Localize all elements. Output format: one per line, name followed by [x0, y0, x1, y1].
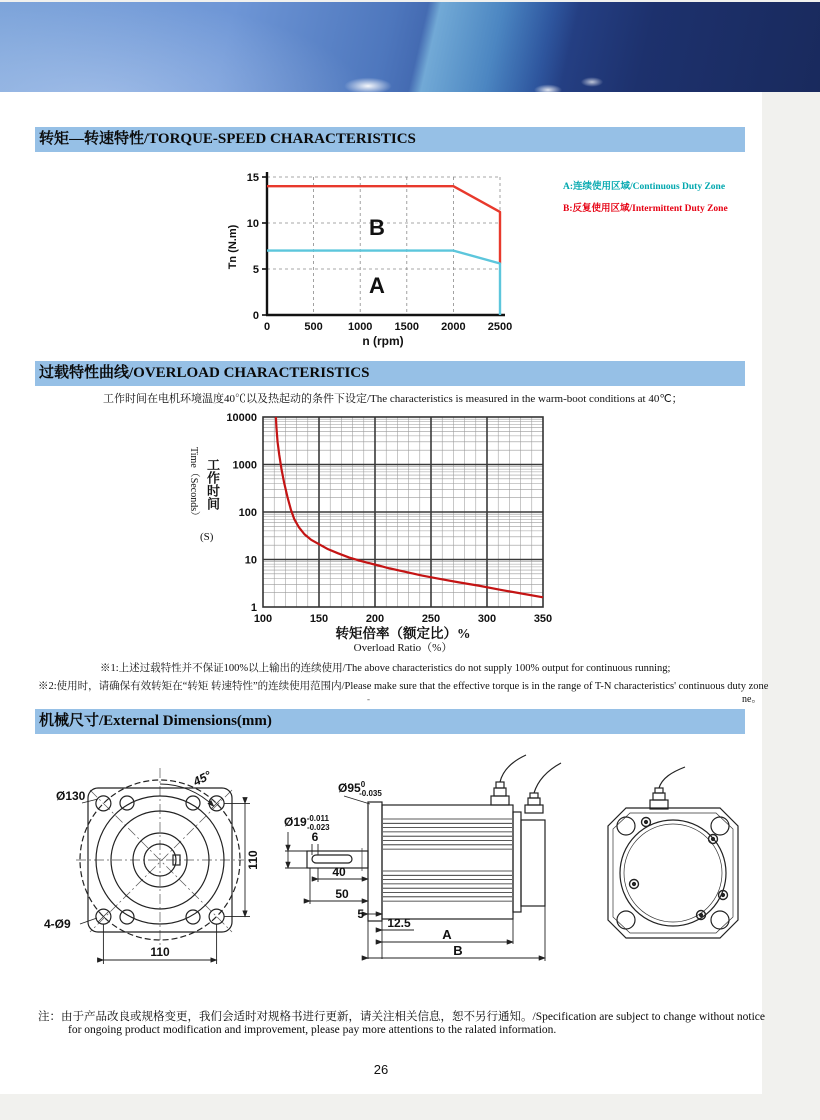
- cable-wire-1: [500, 755, 526, 782]
- rear-hole-tl: [617, 817, 635, 835]
- rear-hole-bl: [617, 911, 635, 929]
- rear-housing: [608, 808, 738, 938]
- overload-subtitle: 工作时间在电机环境温度40℃以及热起动的条件下设定/The characteristics is measured in the warm-boot conditions at 40℃；: [103, 393, 683, 405]
- overload-xlabel-en: Overload Ratio（%）: [353, 642, 453, 654]
- ts-ylabel: Tn (N.m): [227, 224, 239, 270]
- rear-circle-inner: [624, 824, 722, 922]
- overload-xlabel-cn: 转矩倍率（额定比）%: [335, 626, 471, 641]
- total-len-label: B: [453, 943, 463, 958]
- y-tick-label: 15: [246, 172, 259, 184]
- x-tick-label: 250: [421, 613, 441, 625]
- x-tick-label: 150: [309, 613, 329, 625]
- dimension-drawing-side-view: [282, 752, 567, 990]
- x-tick-label: 300: [477, 613, 497, 625]
- x-tick-label: 100: [253, 613, 273, 625]
- x-tick-label: 1500: [394, 321, 420, 333]
- stray-dash: -: [367, 694, 370, 704]
- height-label: 110: [246, 850, 260, 870]
- key-len-label: 40: [332, 865, 346, 879]
- x-tick-label: 2000: [441, 321, 466, 333]
- overload-ylabel-unit: (S): [200, 531, 214, 543]
- overload-chart-plot: [226, 412, 552, 625]
- dimension-drawing-front-view: [42, 756, 277, 976]
- cable-gland-2: [525, 763, 561, 813]
- dimension-drawing-rear-view: [580, 766, 765, 966]
- rear-hole-tr: [711, 817, 729, 835]
- x-tick-label: 200: [365, 613, 385, 625]
- x-tick-label: 500: [304, 321, 323, 333]
- note-overflow-fragment: ne。: [742, 694, 762, 705]
- overload-chart: [195, 407, 570, 637]
- ts-xlabel: n (rpm): [362, 334, 404, 348]
- zone-label-B: B: [369, 214, 385, 240]
- rear-screws: [630, 818, 728, 920]
- bolt-hole-bl: [96, 909, 111, 924]
- overload-note-1: ※1:上述过载特性并不保证100%以上输出的连续使用/The above characteristics do not supply 100% output for continuous running;: [100, 663, 671, 674]
- overload-ylabel-cn: 工作时间: [205, 458, 220, 510]
- flange-thk-label: 5: [357, 907, 364, 921]
- width-label: 110: [150, 945, 170, 959]
- motor-flange: [368, 802, 382, 921]
- y-tick-label: 1000: [232, 459, 257, 472]
- section-title-torque-speed: 转矩—转速特性/TORQUE-SPEED CHARACTERISTICS: [35, 127, 745, 152]
- body-len-label: A: [442, 927, 452, 942]
- shaft-len-label: 50: [335, 887, 349, 901]
- flange-circle-label: Ø130: [56, 789, 86, 803]
- motor-body: [382, 805, 513, 919]
- rear-cable-wire: [659, 767, 685, 788]
- key-width-label: 6: [311, 830, 319, 844]
- rear-hole-br: [711, 911, 729, 929]
- shaft-dia-label: $Ø19^{-0.011}$ -0.023: [284, 814, 330, 832]
- rear-cable-gland: [650, 767, 685, 809]
- legend-intermittent-duty: B:反复使用区域/Intermittent Duty Zone: [563, 204, 728, 214]
- encoder-housing: [513, 812, 545, 912]
- angle-label: 45°: [190, 768, 214, 789]
- overload-ylabel-en: Time（Seconds）: [188, 447, 199, 522]
- y-tick-label: 10000: [226, 412, 257, 424]
- cable-gland-1: [491, 755, 526, 805]
- y-tick-label: 0: [252, 310, 259, 322]
- header-banner-graphic: [0, 2, 820, 92]
- x-tick-label: 0: [263, 321, 271, 333]
- rear-len-label: 12.5: [387, 916, 411, 930]
- section-title-dimensions: 机械尺寸/External Dimensions(mm): [35, 709, 745, 734]
- y-tick-label: 1: [250, 602, 257, 614]
- y-tick-label: 10: [244, 554, 257, 567]
- page-number: 26: [373, 1062, 389, 1077]
- angle-arc: [160, 784, 214, 806]
- footer-disclaimer-line1: 注：由于产品改良或规格变更，我们会适时对规格书进行更新，请关注相关信息，恕不另行通知。/Specification are subject to change without notice: [38, 1011, 765, 1023]
- y-tick-label: 5: [252, 264, 259, 276]
- cable-wire-2: [534, 763, 561, 793]
- footer-disclaimer: [38, 1008, 765, 1036]
- spigot-dia-label: $Ø95^0$ -0.035: [338, 780, 382, 798]
- bolt-holes-label: 4-Ø9: [44, 917, 71, 931]
- overload-note-2: ※2:使用时，请确保有效转矩在“转矩 转速特性”的连续使用范围内/Please make sure that the effective torque is in the range of T-N characteristics' continuous duty zone: [38, 681, 769, 692]
- torque-speed-chart: [222, 163, 542, 355]
- bolt-hole-tr: [209, 796, 224, 811]
- y-tick-label: 100: [238, 507, 257, 519]
- torque-speed-chart-plot: [247, 172, 512, 333]
- bolt-hole-br: [209, 909, 224, 924]
- legend-continuous-duty: A:连续使用区域/Continuous Duty Zone: [563, 182, 726, 192]
- footer-disclaimer-line2: for ongoing product modification and improvement, please pay more attentions to the ralated information.: [68, 1024, 557, 1036]
- zone-label-A: A: [369, 272, 385, 298]
- x-tick-label: 1000: [347, 321, 373, 333]
- x-tick-label: 350: [533, 613, 553, 625]
- y-tick-label: 10: [246, 218, 259, 230]
- x-tick-label: 2500: [487, 321, 513, 333]
- section-title-overload: 过载特性曲线/OVERLOAD CHARACTERISTICS: [35, 361, 745, 386]
